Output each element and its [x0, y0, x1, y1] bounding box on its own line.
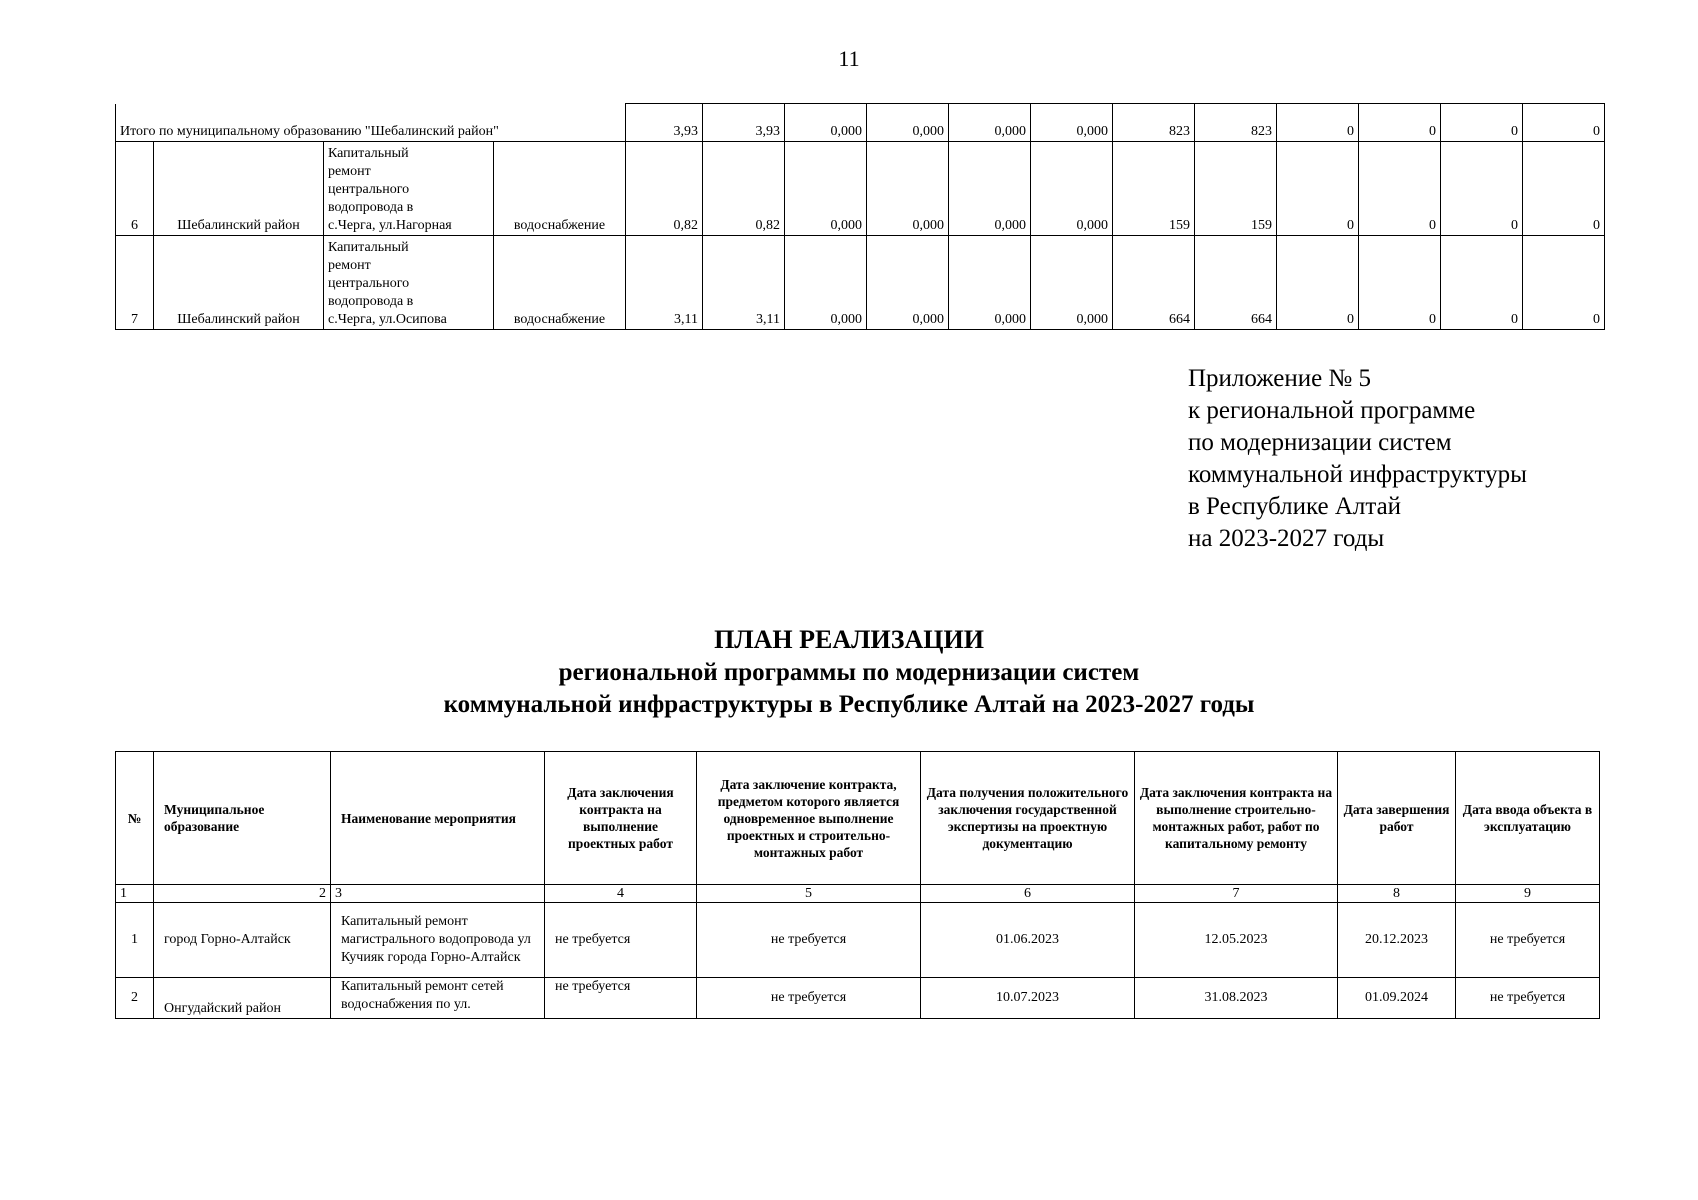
column-number: 2	[154, 885, 331, 903]
table-row	[116, 236, 1605, 330]
column-number: 8	[1338, 885, 1456, 903]
construction-contract-date: 12.05.2023	[1135, 903, 1338, 978]
column-number: 9	[1456, 885, 1600, 903]
column-number: 5	[697, 885, 921, 903]
value-cell: 0,000	[1031, 142, 1113, 236]
plan-subtitle: региональной программы по модернизации систем	[558, 659, 1140, 686]
row-number: 7	[116, 236, 154, 330]
type-cell: водоснабжение	[494, 142, 626, 236]
municipality-cell: Онгудайский район	[154, 978, 331, 1019]
project-name-line: с.Черга, ул.Осипова	[328, 312, 447, 327]
value-cell: 664	[1113, 236, 1195, 330]
total-value: 823	[1113, 104, 1195, 142]
total-value: 0	[1277, 104, 1359, 142]
value-cell: 159	[1195, 142, 1277, 236]
value-cell: 0,000	[1031, 236, 1113, 330]
table-row	[116, 978, 1600, 1019]
table-row	[116, 903, 1600, 978]
value-cell: 0	[1277, 142, 1359, 236]
value-cell: 0	[1277, 236, 1359, 330]
appendix-line: Приложение № 5	[1188, 365, 1372, 392]
plan-table	[115, 751, 1600, 1019]
appendix-note	[1188, 363, 1527, 555]
header-row	[116, 752, 1600, 885]
column-header: Дата ввода объекта в эксплуатацию	[1456, 752, 1600, 885]
appendix-line: коммунальной инфраструктуры	[1188, 461, 1527, 488]
column-number-row	[116, 885, 1600, 903]
design-contract-date: не требуется	[545, 978, 697, 1019]
value-cell: 0,82	[703, 142, 785, 236]
column-header: Дата заключения контракта на выполнение строительно-монтажных работ, работ по капитальному ремонту	[1135, 752, 1338, 885]
project-name-line: Капитальный	[328, 146, 409, 161]
design-contract-date: не требуется	[545, 903, 697, 978]
project-name-cell	[324, 236, 494, 330]
value-cell: 0	[1359, 236, 1441, 330]
total-value: 0,000	[949, 104, 1031, 142]
column-header: Дата завершения работ	[1338, 752, 1456, 885]
appendix-line: в Республике Алтай	[1188, 493, 1402, 520]
total-value: 3,93	[703, 104, 785, 142]
completion-date: 20.12.2023	[1338, 903, 1456, 978]
project-name-line: ремонт	[328, 164, 371, 179]
value-cell: 0	[1359, 142, 1441, 236]
total-value: 0,000	[867, 104, 949, 142]
column-header: Дата заключение контракта, предметом которого является одновременное выполнение проектных и строительно-монтажных работ	[697, 752, 921, 885]
funding-table	[115, 103, 1605, 330]
table-row	[116, 142, 1605, 236]
plan-subtitle: коммунальной инфраструктуры в Республике Алтай на 2023-2027 годы	[443, 691, 1255, 718]
appendix-line: к региональной программе	[1188, 397, 1476, 424]
commissioning-date: не требуется	[1456, 903, 1600, 978]
project-name-cell: Капитальный ремонт магистрального водопровода ул Кучияк города Горно-Алтайск	[331, 903, 545, 978]
municipality-cell: город Горно-Алтайск	[154, 903, 331, 978]
value-cell: 0,000	[867, 142, 949, 236]
project-name-cell	[324, 142, 494, 236]
value-cell: 3,11	[626, 236, 703, 330]
project-name-cell: Капитальный ремонт сетей водоснабжения по ул.	[331, 978, 545, 1019]
value-cell: 664	[1195, 236, 1277, 330]
project-name-line: водопровода в	[328, 294, 414, 309]
column-header: Дата заключения контракта на выполнение проектных работ	[545, 752, 697, 885]
value-cell: 0	[1441, 142, 1523, 236]
project-name-line: ремонт	[328, 258, 371, 273]
construction-contract-date: 31.08.2023	[1135, 978, 1338, 1019]
page-number: 11	[838, 46, 860, 71]
column-number: 7	[1135, 885, 1338, 903]
combined-contract-date: не требуется	[697, 978, 921, 1019]
total-row	[116, 104, 1605, 142]
value-cell: 0,000	[785, 236, 867, 330]
value-cell: 159	[1113, 142, 1195, 236]
column-number: 1	[116, 885, 154, 903]
value-cell: 0	[1523, 142, 1605, 236]
project-name-line: с.Черга, ул.Нагорная	[328, 218, 452, 233]
row-number: 2	[116, 978, 154, 1019]
project-name-line: центрального	[328, 276, 410, 291]
completion-date: 01.09.2024	[1338, 978, 1456, 1019]
expertise-date: 10.07.2023	[921, 978, 1135, 1019]
value-cell: 0	[1523, 236, 1605, 330]
value-cell: 3,11	[703, 236, 785, 330]
column-number: 3	[331, 885, 545, 903]
column-header: №	[116, 752, 154, 885]
value-cell: 0,000	[785, 142, 867, 236]
value-cell: 0,82	[626, 142, 703, 236]
municipality-cell: Шебалинский район	[154, 236, 324, 330]
commissioning-date: не требуется	[1456, 978, 1600, 1019]
value-cell: 0,000	[949, 142, 1031, 236]
expertise-date: 01.06.2023	[921, 903, 1135, 978]
row-number: 1	[116, 903, 154, 978]
total-value: 0,000	[785, 104, 867, 142]
column-header: Муниципальное образование	[154, 752, 331, 885]
appendix-line: по модернизации систем	[1188, 429, 1452, 456]
appendix-line: на 2023-2027 годы	[1188, 525, 1385, 552]
total-value: 823	[1195, 104, 1277, 142]
value-cell: 0	[1441, 236, 1523, 330]
column-header: Дата получения положительного заключения государственной экспертизы на проектную документацию	[921, 752, 1135, 885]
row-number: 6	[116, 142, 154, 236]
column-number: 4	[545, 885, 697, 903]
plan-title: ПЛАН РЕАЛИЗАЦИИ	[714, 625, 984, 654]
column-header: Наименование мероприятия	[331, 752, 545, 885]
combined-contract-date: не требуется	[697, 903, 921, 978]
project-name-line: центрального	[328, 182, 410, 197]
municipality-cell: Шебалинский район	[154, 142, 324, 236]
total-value: 0	[1441, 104, 1523, 142]
value-cell: 0,000	[949, 236, 1031, 330]
total-value: 0,000	[1031, 104, 1113, 142]
project-name-line: водопровода в	[328, 200, 414, 215]
column-number: 6	[921, 885, 1135, 903]
total-label: Итого по муниципальному образованию "Шебалинский район"	[116, 104, 626, 142]
total-value: 0	[1359, 104, 1441, 142]
project-name-line: Капитальный	[328, 240, 409, 255]
value-cell: 0,000	[867, 236, 949, 330]
total-value: 3,93	[626, 104, 703, 142]
total-value: 0	[1523, 104, 1605, 142]
type-cell: водоснабжение	[494, 236, 626, 330]
